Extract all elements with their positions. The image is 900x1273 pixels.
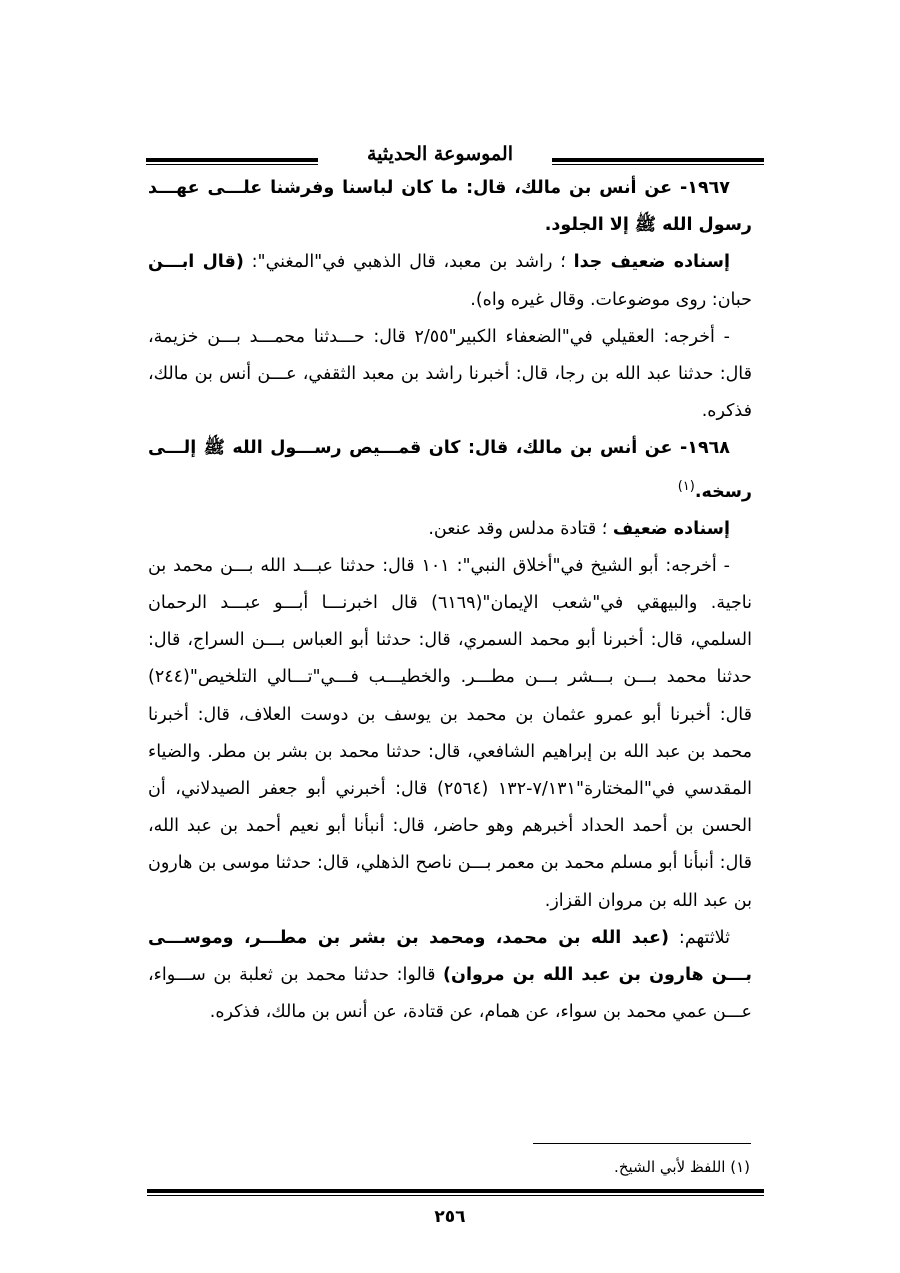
hadith-1967 bbox=[148, 170, 752, 244]
text-run: ؛ راشد بن معبد، قال الذهبي في"المغني": bbox=[243, 252, 574, 273]
isnad-grading-1967 bbox=[148, 244, 752, 318]
page-number: ٢٥٦ bbox=[434, 1207, 466, 1227]
header-title: الموسوعة الحديثية bbox=[367, 143, 513, 165]
hadith-1968 bbox=[148, 430, 752, 510]
text-run: إسناده ضعيف bbox=[612, 518, 730, 539]
footnote-marker: (١) bbox=[730, 1158, 750, 1176]
text-run: ١٩٦٨- عن أنس بن مالك، قال: كان قمـــيص رســـول الله ﷺ إلـــى رسخه. bbox=[148, 438, 752, 502]
header-rule-right bbox=[552, 158, 764, 165]
isnad-grading-1968 bbox=[148, 511, 752, 548]
bottom-rule bbox=[147, 1189, 764, 1196]
text-run: (عبد الله بن محمد، ومحمد بن بشر بن مطـــر، وموســـى بـــن هارون بن عبد الله بن مروان) bbox=[148, 927, 752, 986]
footnote bbox=[146, 1154, 750, 1180]
text-run: ؛ قتادة مدلس وقد عنعن. bbox=[428, 518, 613, 539]
takhrij-1968-summary bbox=[148, 920, 752, 1032]
takhrij-1967 bbox=[148, 319, 752, 431]
text-run: ١٩٦٧- عن أنس بن مالك، قال: ما كان لباسنا وفرشنا علـــى عهـــد رسول الله ﷺ إلا الجلود. bbox=[148, 178, 752, 236]
takhrij-1968 bbox=[148, 548, 752, 920]
footnote-text: اللفظ لأبي الشيخ. bbox=[614, 1158, 731, 1176]
header-rule-left bbox=[146, 158, 318, 165]
page-header bbox=[146, 136, 764, 172]
text-run: (قال ابـــن bbox=[148, 252, 244, 273]
text-run: قالوا: حدثنا محمد بن ثعلبة بن ســـواء، عـــن عمي محمد بن سواء، عن همام، عن قتادة، عن أنس بن مالك، فذكره. bbox=[148, 965, 752, 1023]
text-run: ثلاثتهم: bbox=[668, 927, 730, 948]
main-text bbox=[148, 170, 752, 1032]
footnote-reference[interactable]: (١) bbox=[677, 478, 695, 494]
text-run: - أخرجه: أبو الشيخ في"أخلاق النبي": ١٠١ قال: حدثنا عبـــد الله بـــن محمد بن ناجية. والبيهقي في"شعب الإيمان"(٦١٦٩) قال اخبرنـــا أبـــو عبـــد الرحمان السلمي، قال: أخبرنا أبو محمد السمري، قال: حدثنا أبو العباس بـــن السراج، قال: حدثنا محمد بـــن بـــشر بـــن مطـــر. والخطيـــب فـــي"تـــالي التلخيص"(٢٤٤) قال: أخبرنا أبو عمرو عثمان بن محمد بن يوسف بن دوست العلاف، قال: أخبرنا محمد بن عبد الله بن إبراهيم الشافعي، قال: حدثنا محمد بن بشر بن مطر. والضياء المقدسي في"المختارة"٧/١٣١-١٣٢ (٢٥٦٤) قال: أخبرني أبو جعفر الصيدلاني، أن الحسن بن أحمد الحداد أخبرهم وهو حاضر، قال: أنبأنا أبو نعيم أحمد بن عبد الله، قال: أنبأنا أبو مسلم محمد بن معمر بـــن ناصح الذهلي، قال: حدثنا موسى بن هارون بن عبد الله بن مروان القزاز. bbox=[148, 555, 753, 911]
text-run: - أخرجه: العقيلي في"الضعفاء الكبير"٢/٥٥ قال: حـــدثنا محمـــد بـــن خزيمة، قال: حدثنا عبد الله بن رجا، قال: أخبرنا راشد بن معبد الثقفي، عـــن أنس بن مالك، فذكره. bbox=[148, 326, 752, 422]
text-run: حبان: روى موضوعات. وقال غيره واه). bbox=[470, 289, 752, 310]
footnote-separator bbox=[533, 1143, 751, 1144]
text-run: إسناده ضعيف جدا bbox=[573, 252, 730, 273]
